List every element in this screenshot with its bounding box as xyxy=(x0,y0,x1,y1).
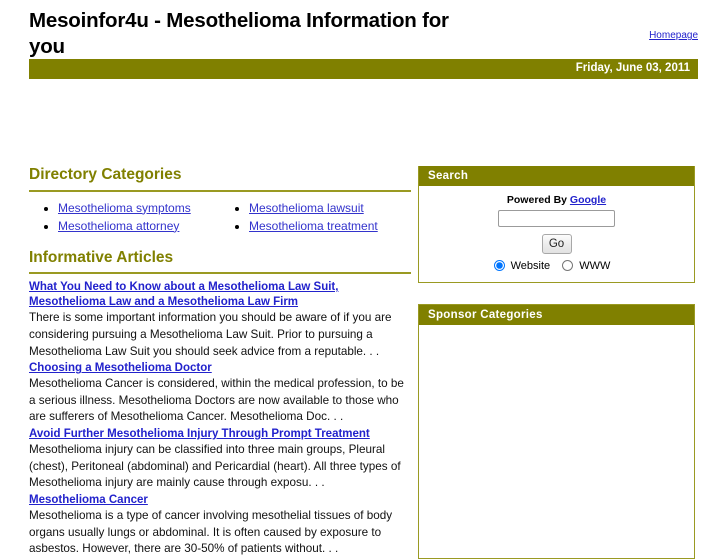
scope-website-radio[interactable] xyxy=(494,260,505,271)
article-description: Mesothelioma injury can be classified into three main groups, Pleural (chest), Peritoneal (abdominal) and Pericardial (heart). All three types of Mesothelioma injury are mainly cause through exposu. . . xyxy=(29,443,401,490)
header-nav xyxy=(649,27,698,41)
list-item xyxy=(58,200,220,217)
article-item xyxy=(29,361,411,426)
site-header xyxy=(0,0,727,60)
google-link[interactable]: Google xyxy=(569,194,607,206)
directory-categories-list xyxy=(29,198,411,236)
date-bar xyxy=(29,59,698,79)
article-title-link[interactable]: What You Need to Know about a Mesothelioma Law Suit, Mesothelioma Law and a Mesothelioma Law Firm xyxy=(29,281,339,309)
main-content-column xyxy=(29,166,411,559)
search-panel-header: Search xyxy=(419,166,694,186)
informative-articles-section xyxy=(29,249,411,558)
category-link[interactable]: Mesothelioma symptoms xyxy=(58,200,191,215)
search-input[interactable] xyxy=(498,210,615,227)
current-date: Friday, June 03, 2011 xyxy=(575,62,690,74)
sponsor-categories-panel xyxy=(418,304,695,559)
go-button[interactable]: Go xyxy=(542,234,572,254)
article-title-link[interactable]: Choosing a Mesothelioma Doctor xyxy=(29,362,212,375)
article-item xyxy=(29,280,411,360)
article-title-link[interactable]: Mesothelioma Cancer xyxy=(29,493,148,506)
heading-rule xyxy=(29,272,411,274)
article-item xyxy=(29,427,411,492)
category-list-right xyxy=(220,200,411,235)
homepage-link[interactable]: Homepage xyxy=(649,30,698,41)
category-link[interactable]: Mesothelioma treatment xyxy=(249,218,378,233)
category-column-right xyxy=(220,198,411,236)
scope-www-option[interactable] xyxy=(562,260,610,272)
sidebar-spacer xyxy=(418,283,695,304)
informative-articles-heading: Informative Articles xyxy=(29,248,174,266)
list-item xyxy=(249,200,411,217)
scope-www-label: WWW xyxy=(579,260,611,272)
article-description: There is some important information you should be aware of if you are considering pursuing a Mesothelioma Law Suit. Prior to pursuing a Mesothelioma Law Suit you should seek advice from a reputable. . . xyxy=(29,311,392,358)
category-list-left xyxy=(29,200,220,235)
sponsor-categories-header: Sponsor Categories xyxy=(419,305,694,325)
search-scope-options xyxy=(427,260,686,272)
heading-rule xyxy=(29,190,411,192)
scope-website-option[interactable] xyxy=(494,260,554,272)
article-item xyxy=(29,493,411,558)
list-item xyxy=(249,218,411,235)
list-item xyxy=(58,218,220,235)
article-description: Mesothelioma Cancer is considered, within the medical profession, to be a serious illness. Mesothelioma Doctors are now available to those who are sufferers of Mesothelioma Cancer. Mesothelioma Doc. . . xyxy=(29,377,404,424)
sponsor-categories-body xyxy=(419,325,694,558)
sidebar-column xyxy=(418,166,695,559)
directory-categories-heading: Directory Categories xyxy=(29,166,182,183)
category-link[interactable]: Mesothelioma lawsuit xyxy=(249,200,364,215)
category-column-left xyxy=(29,198,220,236)
powered-by-label xyxy=(427,194,686,206)
scope-website-label: Website xyxy=(510,260,551,272)
article-title-link[interactable]: Avoid Further Mesothelioma Injury Through Prompt Treatment xyxy=(29,428,370,441)
powered-by-text: Powered By xyxy=(506,194,567,206)
scope-www-radio[interactable] xyxy=(562,260,573,271)
search-panel-body xyxy=(419,186,694,282)
search-panel xyxy=(418,166,695,283)
page-title: Mesoinfor4u - Mesothelioma Information for you xyxy=(29,9,449,59)
category-link[interactable]: Mesothelioma attorney xyxy=(58,218,180,233)
article-description: Mesothelioma is a type of cancer involving mesothelial tissues of body organs usually lungs or abdominal. It is often caused by exposure to asbestos. However, there are 30-50% of patients without. . . xyxy=(29,509,393,556)
